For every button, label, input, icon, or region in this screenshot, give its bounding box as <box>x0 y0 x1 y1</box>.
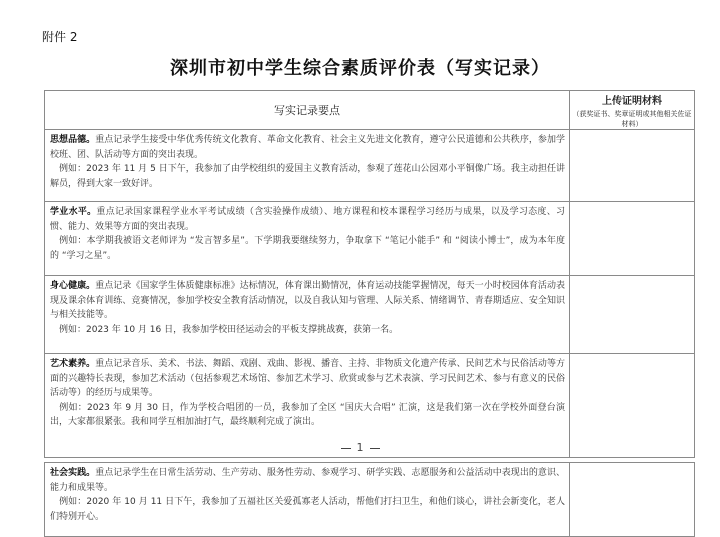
section-text: 重点记录学生接受中华优秀传统文化教育、革命文化教育、社会主义先进文化教育，遵守公民道德和公共秩序，参加学校班、团、队活动等方面的突出表现。 <box>50 135 565 160</box>
evaluation-table-page-2 <box>44 462 695 537</box>
section-label: 艺术素养。 <box>50 359 96 369</box>
upload-header-subtitle: （获奖证书、奖章证明或其他相关佐证材料） <box>572 109 692 128</box>
section-example: 例如：2023 年 10 月 16 日，我参加学校田径运动会的平板支撑挑战赛，获第一名。 <box>59 324 399 335</box>
section-text: 重点记录国家课程学业水平考试成绩（含实验操作成绩）、地方课程和校本课程学习经历与成果，以及学习态度、习惯、能力、效果等方面的突出表现。 <box>50 207 565 232</box>
attachment-label: 附件 2 <box>42 30 78 44</box>
table-row <box>45 202 695 276</box>
section-health <box>45 276 570 354</box>
column-header-key-points: 写实记录要点 <box>45 91 570 130</box>
section-social-practice <box>45 463 570 537</box>
section-example: 例如：2023 年 11 月 5 日下午，我参加了由学校组织的爱国主义教育活动，参观了莲花山公园邓小平铜像广场。我主动担任讲解员，得到大家一致好评。 <box>50 164 565 189</box>
section-example: 例如：2023 年 9 月 30 日，作为学校合唱团的一员，我参加了全区 “国庆大合唱” 汇演，这是我们第一次在学校外面登台演出，大家都很紧张。我和同学互相加油打气，最终顺利完成了演出。 <box>50 402 565 427</box>
section-label: 思想品德。 <box>50 135 96 145</box>
section-example: 例如：本学期我被语文老师评为 “发言智多星”。下学期我要继续努力，争取拿下 “笔记小能手” 和 “阅读小博士”，成为本年度的 “学习之星”。 <box>50 236 565 261</box>
section-text: 重点记录学生在日常生活劳动、生产劳动、服务性劳动、参观学习、研学实践、志愿服务和公益活动中表现出的意识、能力和成果等。 <box>50 468 565 493</box>
upload-header-title: 上传证明材料 <box>602 95 662 107</box>
upload-cell[interactable] <box>570 202 695 276</box>
section-academic <box>45 202 570 276</box>
section-example: 例如：2020 年 10 月 11 日下午，我参加了五福社区关爱孤寡老人活动，帮他们打扫卫生，和他们谈心，讲社会新变化，老人们特别开心。 <box>50 497 565 522</box>
table-row <box>45 130 695 202</box>
section-text: 重点记录《国家学生体质健康标准》达标情况，体育课出勤情况，体育运动技能掌握情况，每天一小时校园体育活动表现及课余体育训练、竞赛情况，参加学校安全教育活动情况，以及自我认知与管理、人际关系、情绪调节、青春期适应、安全知识与相关技能等。 <box>50 281 565 320</box>
upload-cell[interactable] <box>570 130 695 202</box>
section-moral <box>45 130 570 202</box>
upload-cell[interactable] <box>570 463 695 537</box>
upload-cell[interactable] <box>570 276 695 354</box>
section-label: 身心健康。 <box>50 281 96 291</box>
page-number: 1 <box>0 441 720 454</box>
section-label: 学业水平。 <box>50 207 97 217</box>
table-row <box>45 463 695 537</box>
page-title: 深圳市初中学生综合素质评价表（写实记录） <box>170 58 550 79</box>
column-header-upload <box>570 91 695 130</box>
section-label: 社会实践。 <box>50 468 96 478</box>
evaluation-table <box>44 90 695 458</box>
section-text: 重点记录音乐、美术、书法、舞蹈、戏剧、戏曲、影视、播音、主持、非物质文化遗产传承、民间艺术与民俗活动等方面的兴趣特长表现，参加艺术活动（包括参观艺术场馆、参加艺术学习、欣赏或参与艺术表演、学习民间艺术、参与有意义的民俗活动等）的经历与成果等。 <box>50 359 565 398</box>
table-row <box>45 276 695 354</box>
